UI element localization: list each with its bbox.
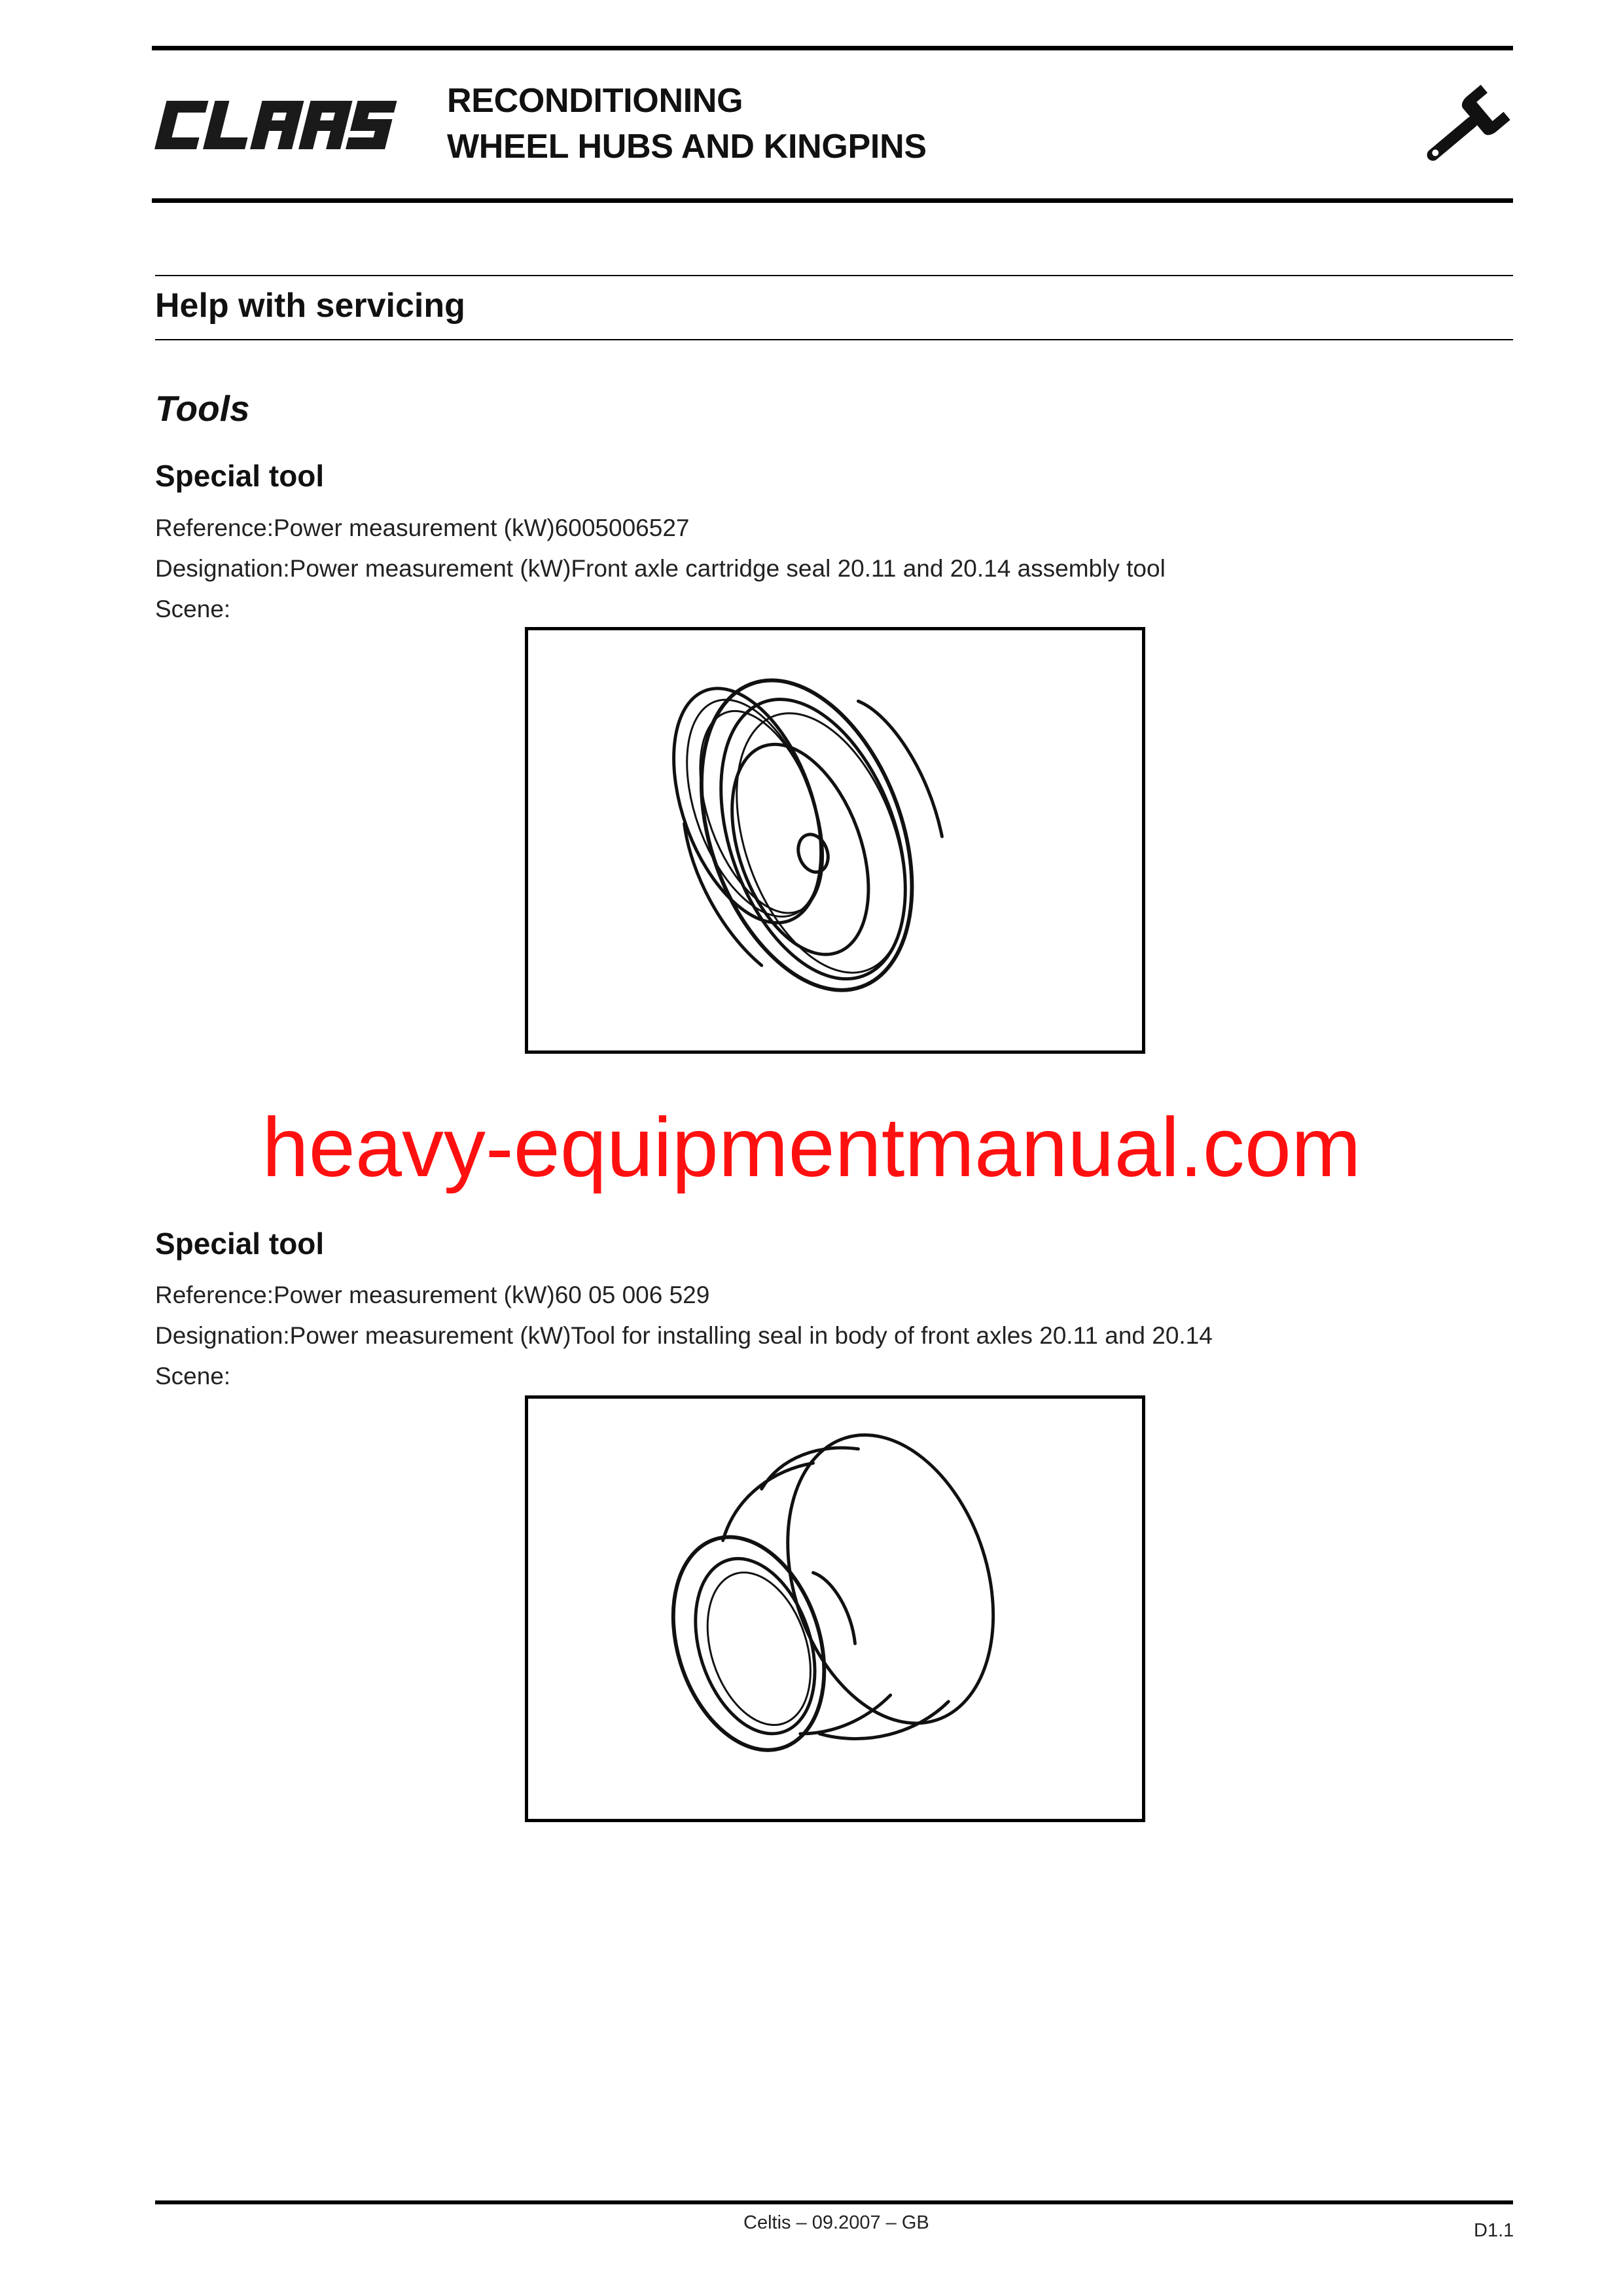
tool-2-reference: Reference:Power measurement (kW)60 05 006 529: [155, 1282, 710, 1308]
tool-2-illustration: [525, 1395, 1145, 1822]
tool-2-designation: Designation:Power measurement (kW)Tool for installing seal in body of front axles 20.11 and 20.14: [155, 1322, 1213, 1349]
tool-1-illustration: [525, 627, 1145, 1054]
section-bottom-rule: [155, 339, 1513, 340]
seal-installing-tool-drawing: [528, 1399, 1142, 1819]
watermark-text: heavy-equipmentmanual.com: [262, 1101, 1361, 1194]
wrench-icon: [1414, 84, 1510, 175]
footer-rule: [155, 2200, 1513, 2204]
tool-1-reference: Reference:Power measurement (kW)6005006527: [155, 514, 690, 541]
tool-1-scene-label: Scene:: [155, 596, 231, 622]
section-title: Help with servicing: [155, 287, 465, 325]
section-top-rule: [155, 275, 1513, 276]
tool-1-heading: Special tool: [155, 459, 325, 493]
tool-2-heading: Special tool: [155, 1227, 325, 1261]
footer-page-number: D1.1: [1474, 2220, 1514, 2241]
tool-1-designation: Designation:Power measurement (kW)Front axle cartridge seal 20.11 and 20.14 assembly tool: [155, 555, 1166, 582]
header-title-line2: WHEEL HUBS AND KINGPINS: [447, 128, 927, 166]
seal-assembly-tool-drawing: [528, 630, 1142, 1050]
header-top-rule: [152, 46, 1513, 50]
tool-2-scene-label: Scene:: [155, 1363, 231, 1390]
header-title-line1: RECONDITIONING: [447, 82, 743, 120]
footer-edition: Celtis – 09.2007 – GB: [743, 2212, 929, 2233]
claas-logo: [149, 97, 398, 153]
subsection-title: Tools: [155, 388, 250, 429]
header-bottom-rule: [152, 198, 1513, 203]
